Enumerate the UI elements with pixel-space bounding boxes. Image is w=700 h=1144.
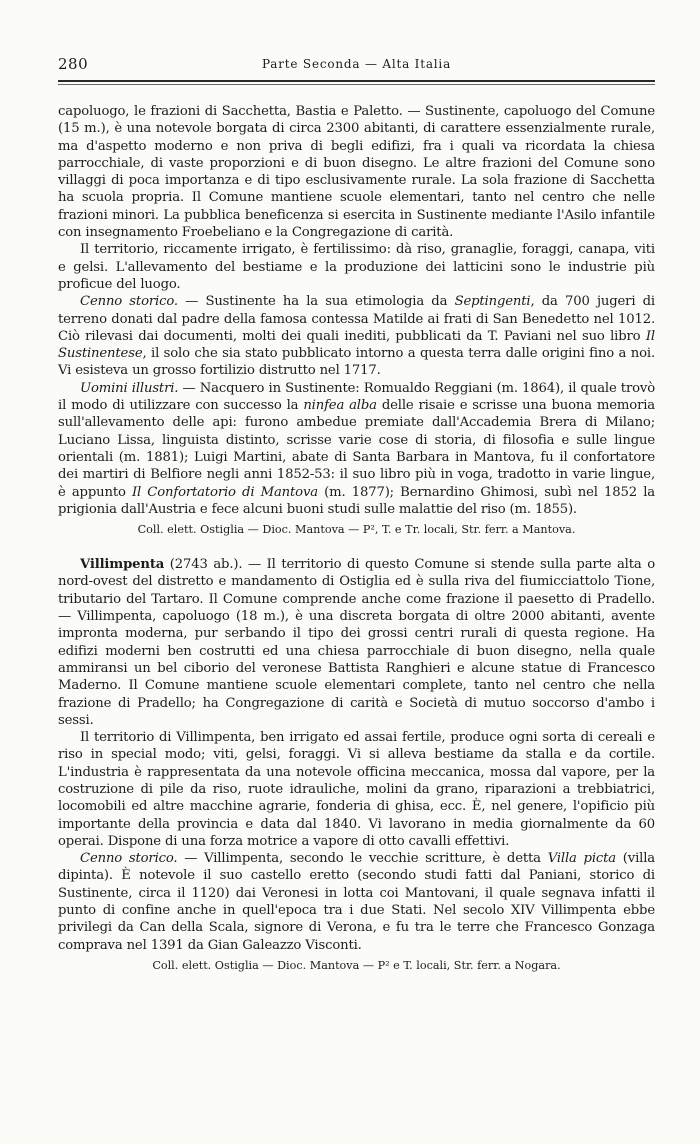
running-head: Parte Seconda — Alta Italia: [261, 57, 452, 71]
paragraph: Il territorio, riccamente irrigato, è fertilissimo: dà riso, granaglie, foraggi, canapa, viti e gelsi. L'allevamento del bestiame e la produzione dei latticini sono le industrie più proficue del luogo.: [58, 242, 655, 292]
header-rule-thin: [58, 84, 655, 85]
collegio-note: Coll. elett. Ostiglia — Dioc. Mantova — P² e T. locali, Str. ferr. a Nogara.: [152, 958, 561, 972]
book-title: Il Sustinentese: [58, 328, 655, 362]
paragraph-notables: Uomini illustri. — Nacquero in Sustinente: Romualdo Reggiani (m. 1864), il quale trovò il modo di utilizzare con successo la ninfea alba delle risaie e scrisse una buona memoria sull'allevamento delle api: furono ambedue premiate dall'Accademia Brera di Milano; Luciano Lissa, linguista distinto, scrisse varie cose di storia, di filosofia e sulle lingue orientali (m. 1881); Luigi Martini, abate di Santa Barbara in Mantova, fu il confortatore dei martiri di Belfiore negli anni 1852-53: il suo libro più in voga, tradotto in varie lingue, è appunto Il Confortatorio di Mantova (m. 1877); Bernardino Ghimosi, subì nel 1852 la prigionia dall'Austria e fece alcuni buoni studi sulle malattie del riso (m. 1855).: [58, 380, 655, 517]
collegio-note: Coll. elett. Ostiglia — Dioc. Mantova — P², T. e Tr. locali, Str. ferr. a Mantova.: [137, 523, 576, 537]
italic-term: Septingenti: [454, 294, 531, 310]
header-rule: [58, 80, 655, 82]
book-title: Il Confortatorio di Mantova: [131, 484, 318, 500]
paragraph-history: Cenno storico. — Sustinente ha la sua etimologia da Septingenti, da 700 jugeri di terreno donati dal padre della famosa contessa Matilde ai frati di San Benedetto nel 1012. Ciò rilevasi dai documenti, molti dei quali inediti, pubblicati da T. Paviani nel suo libro Il Sustinentese, il solo che sia stato pubblicato intorno a questa terra dalle origini fino a noi. Vi esisteva un grosso fortilizio distrutto nel 1717.: [58, 294, 656, 379]
section-gap: [58, 538, 655, 556]
rubric-label: Cenno storico.: [80, 851, 178, 867]
paragraph-entry: Villimpenta (2743 ab.). — Il territorio di questo Comune si stende sulla parte alta o nord-ovest del distretto e mandamento di Ostiglia ed è sulla riva del fiumicciattolo Tione, tributario del Tartaro. Il Comune comprende anche come frazione il paesetto di Pradello. — Villimpenta, capoluogo (18 m.), è una discreta borgata di oltre 2000 abitanti, avente impronta moderna, pur serbando il tipo dei grossi centri rurali di questa regione. Ha edifizi moderni ben costrutti ed una chiesa parrocchiale di buon disegno, nella quale ammiransi un bel ciborio del veronese Battista Ranghieri e alcune statue di Francesco Maderno. Il Comune mantiene scuole elementari complete, tanto nel centro che nella frazione di Pradello; ha Congregazione di carità e Società di mutuo soccorso d'ambo i sessi.: [58, 557, 655, 728]
paragraph-history: Cenno storico. — Villimpenta, secondo le vecchie scritture, è detta Villa picta (villa dipinta). È notevole il suo castello eretto (secondo studi fatti dal Paniani, storico di Sustinente, circa il 1120) dai Veronesi in lotta coi Mantovani, il quale segnava infatti il punto di confine anche in quell'epoca tra i due Stati. Nel secolo XIV Villimpenta ebbe privilegi da Can della Scala, signore di Verona, e fu tra le terre che Francesco Gonzaga comprava nel 1391 da Gian Galeazzo Visconti.: [58, 851, 655, 953]
paragraph: capoluogo, le frazioni di Sacchetta, Bastia e Paletto. — Sustinente, capoluogo del Comune (15 m.), è una notevole borgata di circa 2300 abitanti, di carattere essenzialmente rurale, ma d'aspetto moderno e non priva di begli edifizi, fra i quali va ricordata la chiesa parrocchiale, di vaste proporzioni e di buon disegno. Le altre frazioni del Comune sono villaggi di poca importanza e di tipo esclusivamente rurale. La sola frazione di Sacchetta ha scuola propria. Il Comune mantiene scuole elementari, tanto nel centro che nelle frazioni minori. La pubblica beneficenza si esercita in Sustinente mediante l'Asilo infantile con insegnamento Froebeliano e la Congregazione di carità.: [58, 104, 655, 241]
page-number: 280: [58, 55, 89, 73]
page-body: [58, 103, 655, 974]
rubric-label: Cenno storico.: [80, 294, 178, 310]
section-sustinente: [58, 103, 655, 538]
section-villimpenta: [58, 556, 655, 974]
page-header: [58, 55, 655, 77]
rubric-label: Uomini illustri.: [80, 380, 179, 396]
paragraph: Il territorio di Villimpenta, ben irrigato ed assai fertile, produce ogni sorta di cereali e riso in special modo; viti, gelsi, foraggi. Vi si alleva bestiame da stalla e da cortile. L'industria è rappresentata da una notevole officina meccanica, mossa dal vapore, per la costruzione di pile da riso, ruote idrauliche, molini da grano, riparazioni a trebbiatrici, locomobili ed altre macchine agrarie, fonderia di ghisa, ecc. È, nel genere, l'opificio più importante della provincia e data dal 1840. Vi lavorano in media giornalmente da 60 operai. Dispone di una forza motrice a vapore di otto cavalli effettivi.: [58, 730, 655, 849]
entry-heading: Villimpenta: [80, 557, 165, 573]
italic-term: ninfea alba: [303, 398, 377, 414]
italic-term: Villa picta: [547, 851, 616, 867]
